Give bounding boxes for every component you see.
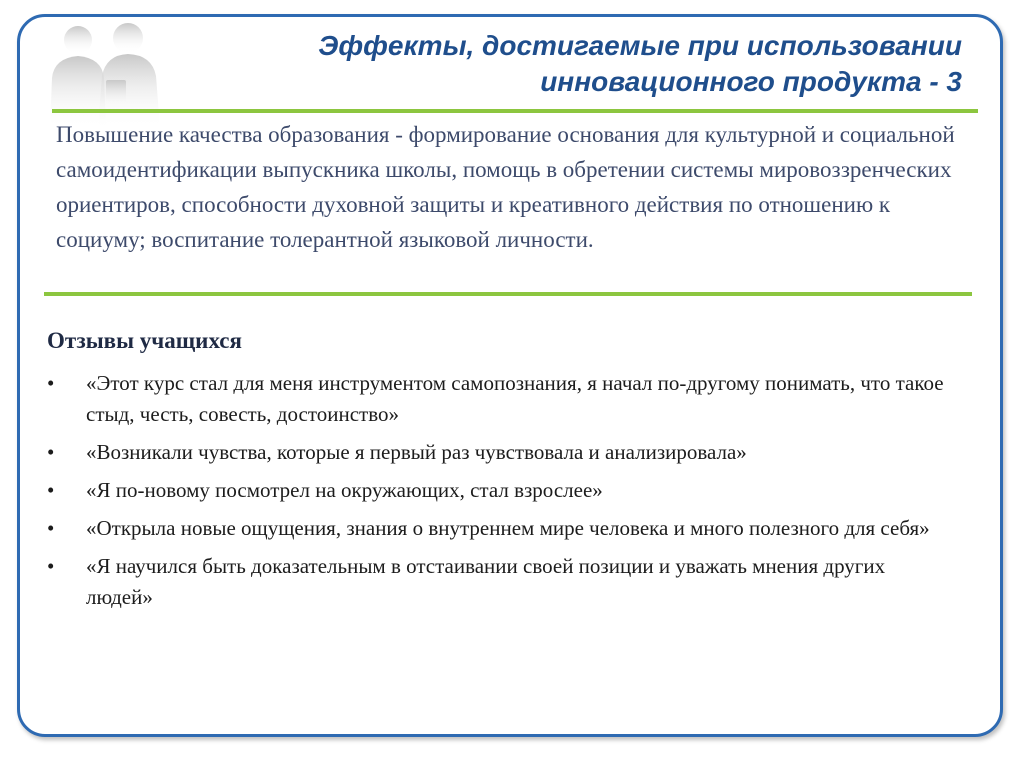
top-divider (52, 109, 978, 113)
list-item (47, 368, 947, 430)
bottom-divider (44, 292, 972, 296)
reviews-list (47, 368, 947, 620)
intro-paragraph: Повышение качества образования - формирование основания для культурной и социальной самоидентификации выпускника школы, помощь в обретении системы мировоззренческих ориентиров, способности духовной защиты и креативного действия по отношению к социуму; воспитание толерантной языковой личности. (56, 122, 955, 252)
review-text: «Этот курс стал для меня инструментом самопознания, я начал по-другому понимать, что такое стыд, честь, совесть, достоинство» (86, 371, 944, 426)
slide-title (202, 28, 962, 100)
title-line-2: инновационного продукта - 3 (540, 66, 962, 97)
review-text: «Возникали чувства, которые я первый раз чувствовала и анализировала» (86, 440, 747, 464)
reviews-heading: Отзывы учащихся (47, 328, 242, 353)
bullet-icon: • (47, 371, 55, 395)
bullet-icon: • (47, 478, 55, 502)
list-item (47, 475, 947, 506)
review-text: «Я научился быть доказательным в отстаивании своей позиции и уважать мнения других людей» (86, 554, 886, 609)
review-text: «Я по-новому посмотрел на окружающих, стал взрослее» (86, 478, 603, 502)
list-item (47, 551, 947, 613)
bullet-icon: • (47, 554, 55, 578)
bullet-icon: • (47, 516, 55, 540)
review-text: «Открыла новые ощущения, знания о внутреннем мире человека и много полезного для себя» (86, 516, 930, 540)
title-line-1: Эффекты, достигаемые при использовании (318, 30, 962, 61)
bullet-icon: • (47, 440, 55, 464)
list-item (47, 513, 947, 544)
list-item (47, 437, 947, 468)
